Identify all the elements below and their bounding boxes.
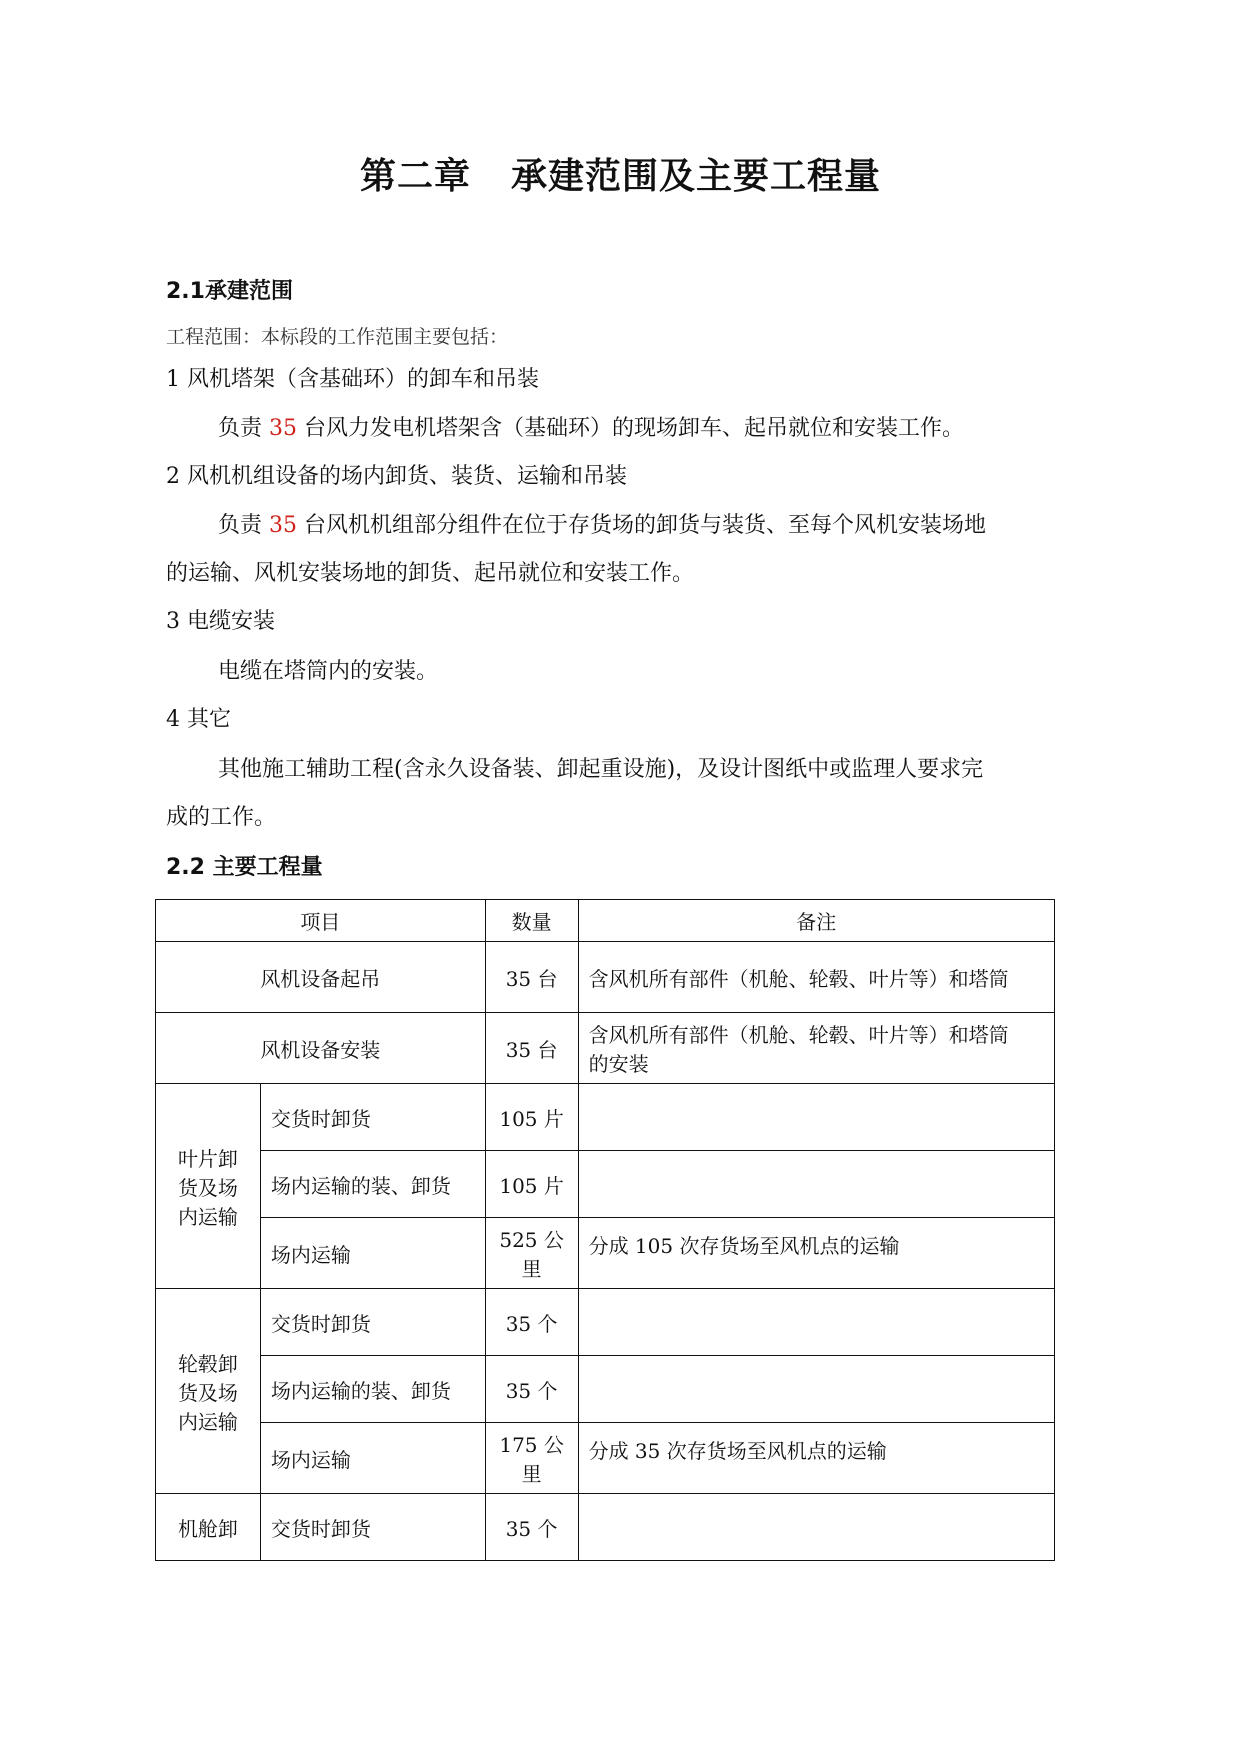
cell-remarks: 分成 35 次存货场至风机点的运输	[578, 1423, 1054, 1494]
cell-item: 场内运输的装、卸货	[260, 1356, 485, 1423]
cell-quantity: 105 片	[485, 1151, 578, 1218]
item-3-heading: 3 电缆安装	[166, 609, 275, 634]
cell-remarks: 分成 105 次存货场至风机点的运输	[578, 1218, 1054, 1289]
table-row	[156, 1218, 1055, 1289]
table-row	[156, 1084, 1055, 1151]
section-heading-2-1: 2.1承建范围	[166, 279, 293, 304]
section-heading-2-2: 2.2 主要工程量	[166, 855, 323, 880]
item-4-heading: 4 其它	[166, 707, 231, 732]
chapter-name: 承建范围及主要工程量	[511, 156, 882, 197]
cell-item: 场内运输	[260, 1423, 485, 1494]
table-row	[156, 1494, 1055, 1561]
table-row	[156, 1289, 1055, 1356]
chapter-number: 第二章	[359, 156, 471, 197]
cell-group-blade: 叶片卸 货及场 内运输	[156, 1084, 261, 1289]
cell-remarks	[578, 1494, 1054, 1561]
chapter-title	[0, 148, 1241, 199]
cell-quantity: 105 片	[485, 1084, 578, 1151]
cell-remarks	[578, 1289, 1054, 1356]
cell-quantity: 35 台	[485, 1013, 578, 1084]
cell-item: 交货时卸货	[260, 1289, 485, 1356]
cell-remarks: 含风机所有部件（机舱、轮毂、叶片等）和塔筒 的安装	[578, 1013, 1054, 1084]
header-quantity: 数量	[485, 900, 578, 942]
unit-count-highlight: 35	[269, 513, 298, 538]
cell-item: 风机设备起吊	[156, 942, 486, 1013]
table-header-row	[156, 900, 1055, 942]
table-row	[156, 1013, 1055, 1084]
cell-item: 场内运输的装、卸货	[260, 1151, 485, 1218]
cell-quantity: 175 公 里	[485, 1423, 578, 1494]
cell-group-nacelle: 机舱卸	[156, 1494, 261, 1561]
header-item: 项目	[156, 900, 486, 942]
table-row	[156, 1423, 1055, 1494]
table-row	[156, 942, 1055, 1013]
cell-quantity: 35 个	[485, 1356, 578, 1423]
item-2-heading: 2 风机机组设备的场内卸货、装货、运输和吊装	[166, 464, 627, 489]
cell-item: 交货时卸货	[260, 1084, 485, 1151]
cell-group-hub: 轮毂卸 货及场 内运输	[156, 1289, 261, 1494]
cell-quantity: 35 台	[485, 942, 578, 1013]
item-1-body: 负责 35 台风力发电机塔架含（基础环）的现场卸车、起吊就位和安装工作。	[218, 416, 965, 441]
scope-intro: 工程范围：本标段的工作范围主要包括：	[166, 326, 509, 348]
item-4-body-cont: 成的工作。	[166, 805, 277, 830]
cell-remarks: 含风机所有部件（机舱、轮毂、叶片等）和塔筒	[578, 942, 1054, 1013]
unit-count-highlight: 35	[269, 416, 298, 441]
item-1-heading: 1 风机塔架（含基础环）的卸车和吊装	[166, 367, 539, 392]
cell-item: 交货时卸货	[260, 1494, 485, 1561]
item-2-body: 负责 35 台风机机组部分组件在位于存货场的卸货与装货、至每个风机安装场地	[218, 513, 987, 538]
cell-quantity: 35 个	[485, 1289, 578, 1356]
cell-quantity: 525 公 里	[485, 1218, 578, 1289]
item-2-body-cont: 的运输、风机安装场地的卸货、起吊就位和安装工作。	[166, 561, 695, 586]
quantities-table	[155, 899, 1055, 1561]
cell-item: 场内运输	[260, 1218, 485, 1289]
cell-remarks	[578, 1151, 1054, 1218]
item-4-body: 其他施工辅助工程(含永久设备装、卸起重设施)，及设计图纸中或监理人要求完	[218, 757, 984, 782]
cell-remarks	[578, 1084, 1054, 1151]
table-row	[156, 1356, 1055, 1423]
cell-remarks	[578, 1356, 1054, 1423]
header-remarks: 备注	[578, 900, 1054, 942]
table-row	[156, 1151, 1055, 1218]
cell-quantity: 35 个	[485, 1494, 578, 1561]
item-3-body: 电缆在塔筒内的安装。	[218, 659, 439, 684]
cell-item: 风机设备安装	[156, 1013, 486, 1084]
